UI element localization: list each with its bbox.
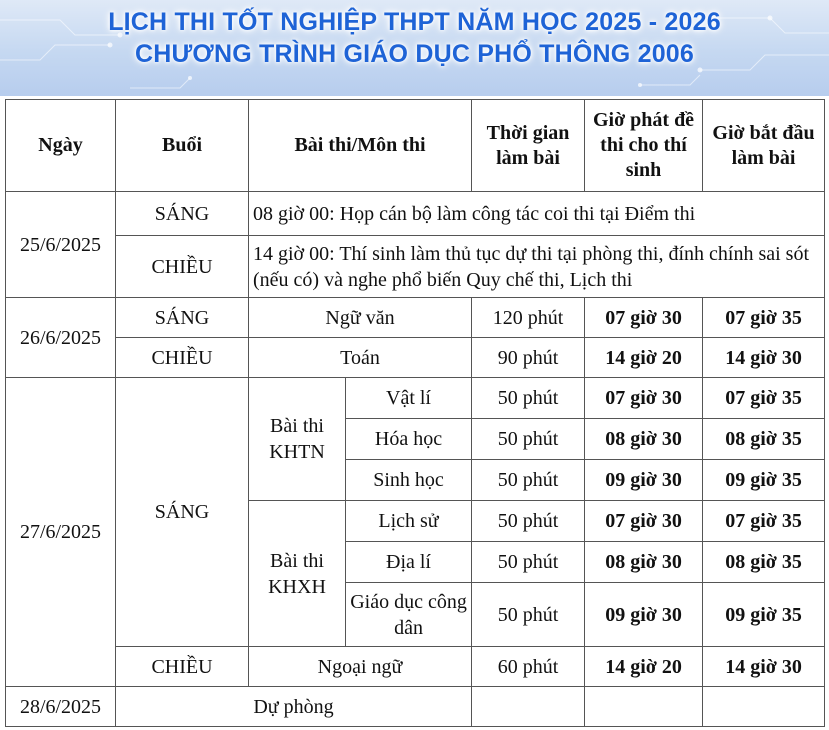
start-cell: 07 giờ 35 — [703, 298, 825, 338]
table-row — [6, 298, 825, 338]
subject-cell: Địa lí — [346, 542, 472, 583]
header-row — [6, 100, 825, 192]
start-cell: 07 giờ 35 — [703, 501, 825, 542]
session-cell: CHIỀU — [116, 236, 249, 298]
note-cell: 14 giờ 00: Thí sinh làm thủ tục dự thi tại phòng thi, đính chính sai sót (nếu có) và nghe phổ biến Quy chế thi, Lịch thi — [249, 236, 825, 298]
distribute-cell: 09 giờ 30 — [585, 583, 703, 647]
banner — [0, 0, 829, 96]
title-line-1: LỊCH THI TỐT NGHIỆP THPT NĂM HỌC 2025 - 2026 — [108, 8, 721, 36]
start-cell: 09 giờ 35 — [703, 460, 825, 501]
distribute-cell: 14 giờ 20 — [585, 647, 703, 687]
duration-cell: 50 phút — [472, 501, 585, 542]
start-cell: 08 giờ 35 — [703, 542, 825, 583]
duration-cell: 50 phút — [472, 419, 585, 460]
table-row — [6, 378, 825, 419]
subject-cell: Giáo dục công dân — [346, 583, 472, 647]
title-line-2: CHƯƠNG TRÌNH GIÁO DỤC PHỔ THÔNG 2006 — [134, 40, 695, 68]
table-row — [6, 192, 825, 236]
note-cell: 08 giờ 00: Họp cán bộ làm công tác coi thi tại Điểm thi — [249, 192, 825, 236]
session-cell: CHIỀU — [116, 647, 249, 687]
col-subject: Bài thi/Môn thi — [249, 100, 472, 192]
duration-cell: 50 phút — [472, 460, 585, 501]
duration-cell: 60 phút — [472, 647, 585, 687]
distribute-cell: 08 giờ 30 — [585, 419, 703, 460]
start-cell: 14 giờ 30 — [703, 647, 825, 687]
col-distribute: Giờ phát đề thi cho thí sinh — [585, 100, 703, 192]
empty-cell — [703, 687, 825, 727]
col-duration: Thời gian làm bài — [472, 100, 585, 192]
table-row — [6, 687, 825, 727]
duration-cell: 50 phút — [472, 378, 585, 419]
distribute-cell: 09 giờ 30 — [585, 460, 703, 501]
empty-cell — [472, 687, 585, 727]
subject-cell: Lịch sử — [346, 501, 472, 542]
distribute-cell: 08 giờ 30 — [585, 542, 703, 583]
session-cell: SÁNG — [116, 378, 249, 647]
subject-cell: Toán — [249, 338, 472, 378]
duration-cell: 50 phút — [472, 542, 585, 583]
group-cell-khtn: Bài thi KHTN — [249, 378, 346, 501]
distribute-cell: 07 giờ 30 — [585, 501, 703, 542]
subject-cell: Sinh học — [346, 460, 472, 501]
subject-cell: Ngoại ngữ — [249, 647, 472, 687]
session-cell: SÁNG — [116, 192, 249, 236]
date-cell: 26/6/2025 — [6, 298, 116, 378]
table-row — [6, 338, 825, 378]
duration-cell: 120 phút — [472, 298, 585, 338]
group-cell-khxh: Bài thi KHXH — [249, 501, 346, 647]
exam-schedule-table — [5, 99, 825, 727]
table-row — [6, 236, 825, 298]
date-cell: 25/6/2025 — [6, 192, 116, 298]
duration-cell: 50 phút — [472, 583, 585, 647]
subject-cell: Vật lí — [346, 378, 472, 419]
empty-cell — [585, 687, 703, 727]
start-cell: 07 giờ 35 — [703, 378, 825, 419]
distribute-cell: 07 giờ 30 — [585, 378, 703, 419]
subject-cell: Dự phòng — [116, 687, 472, 727]
col-start: Giờ bắt đầu làm bài — [703, 100, 825, 192]
duration-cell: 90 phút — [472, 338, 585, 378]
col-day: Ngày — [6, 100, 116, 192]
subject-cell: Hóa học — [346, 419, 472, 460]
distribute-cell: 07 giờ 30 — [585, 298, 703, 338]
start-cell: 14 giờ 30 — [703, 338, 825, 378]
table-row — [6, 647, 825, 687]
distribute-cell: 14 giờ 20 — [585, 338, 703, 378]
subject-cell: Ngữ văn — [249, 298, 472, 338]
date-cell: 28/6/2025 — [6, 687, 116, 727]
start-cell: 09 giờ 35 — [703, 583, 825, 647]
session-cell: SÁNG — [116, 298, 249, 338]
date-cell: 27/6/2025 — [6, 378, 116, 687]
start-cell: 08 giờ 35 — [703, 419, 825, 460]
col-session: Buổi — [116, 100, 249, 192]
session-cell: CHIỀU — [116, 338, 249, 378]
